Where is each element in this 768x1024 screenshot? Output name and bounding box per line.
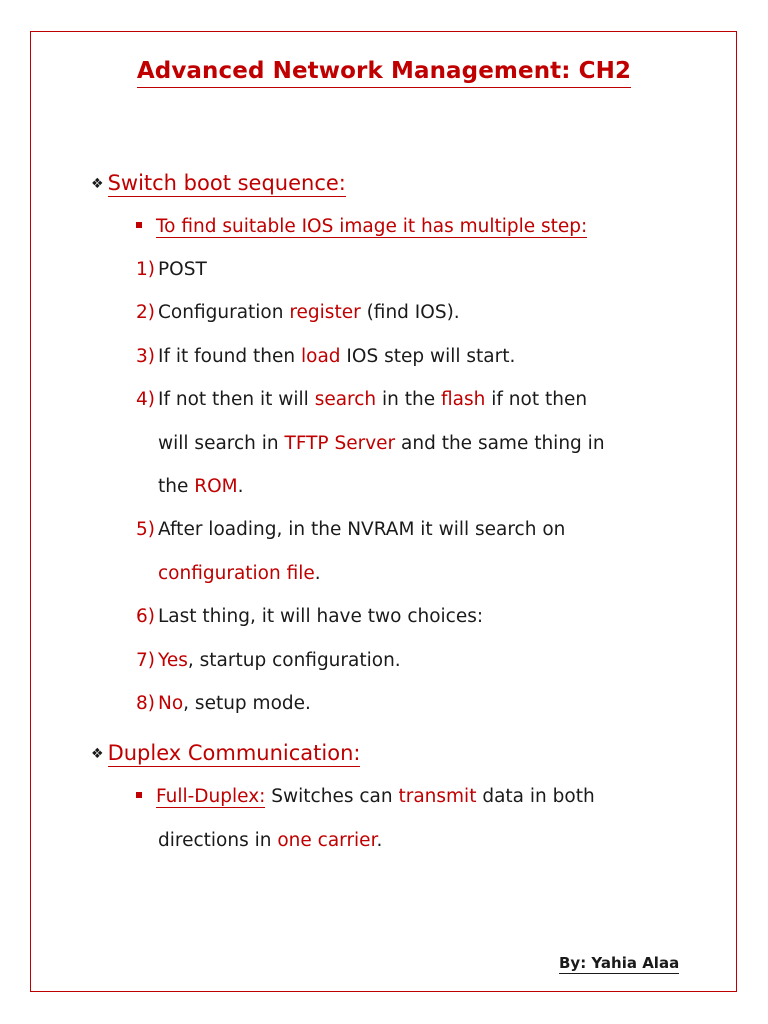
text-run: Last thing, it will have two choices: <box>158 606 484 628</box>
byline: By: Yahia Alaa <box>559 954 680 972</box>
step-number: 8) <box>136 693 155 714</box>
text-run: . <box>314 562 321 584</box>
highlighted-term: No <box>158 693 184 714</box>
step-number: 4) <box>136 389 155 411</box>
text-run: POST <box>158 259 207 280</box>
full-duplex-line-1 <box>265 786 594 807</box>
step-number: 1) <box>136 259 155 280</box>
highlighted-term: TFTP Server <box>284 432 396 454</box>
highlighted-term: register <box>289 302 361 324</box>
highlighted-term: flash <box>441 389 486 411</box>
text-run: (find IOS). <box>360 302 460 324</box>
text-run: will search in <box>158 432 285 454</box>
step-number: 3) <box>136 345 155 367</box>
step-text <box>158 259 207 280</box>
bullet-text: To find suitable IOS image it has multiple step: <box>156 216 588 237</box>
highlighted-term: ROM <box>194 476 238 497</box>
highlighted-term: transmit <box>398 786 477 807</box>
text-run: in the <box>376 389 442 411</box>
step-text-continuation <box>158 563 321 584</box>
text-run: and the same thing in <box>395 432 605 454</box>
diamond-bullet-icon: ❖ <box>91 746 104 762</box>
highlighted-term: load <box>301 345 341 367</box>
text-run: After loading, in the NVRAM it will search on <box>158 519 566 541</box>
highlighted-term: configuration file <box>158 562 315 584</box>
text-run: IOS step will start. <box>340 345 516 367</box>
step-number: 2) <box>136 302 155 324</box>
diamond-bullet-icon: ❖ <box>91 176 104 192</box>
step-text <box>158 693 311 714</box>
document-title-text: Advanced Network Management: CH2 <box>137 58 631 88</box>
document-title <box>0 58 768 88</box>
section-heading-duplex <box>91 741 360 765</box>
text-run: data in both <box>476 786 595 807</box>
text-run: , startup configuration. <box>187 649 401 671</box>
step-text-continuation <box>158 433 605 454</box>
step-text <box>158 346 515 367</box>
square-bullet-icon <box>136 222 142 228</box>
bullet-item <box>136 216 587 237</box>
text-run: the <box>158 476 195 497</box>
step-text <box>158 606 483 627</box>
highlighted-term: one carrier <box>277 830 377 851</box>
full-duplex-line-2 <box>158 830 382 851</box>
square-bullet-icon <box>136 792 142 798</box>
step-number: 5) <box>136 519 155 541</box>
section-heading-boot <box>91 171 346 195</box>
step-number: 7) <box>136 649 155 671</box>
text-run: . <box>376 830 383 851</box>
text-run: if not then <box>485 389 588 411</box>
step-text <box>158 389 587 410</box>
section-heading-text: Duplex Communication: <box>107 741 361 765</box>
text-run: If not then it will <box>158 389 315 411</box>
section-heading-text: Switch boot sequence: <box>107 171 346 195</box>
highlighted-term: search <box>314 389 377 411</box>
bullet-item-full-duplex <box>136 786 595 807</box>
step-text <box>158 519 565 540</box>
highlighted-term: Yes <box>158 649 188 671</box>
step-number: 6) <box>136 606 155 628</box>
text-run: , setup mode. <box>183 693 311 714</box>
full-duplex-label: Full-Duplex: <box>156 786 266 807</box>
text-run: . <box>237 476 244 497</box>
text-run: If it found then <box>158 345 301 367</box>
text-run: Switches can <box>265 786 399 807</box>
text-run: Configuration <box>158 302 290 324</box>
text-run: directions in <box>158 830 278 851</box>
step-text <box>158 302 460 323</box>
step-text <box>158 650 401 671</box>
step-text-continuation <box>158 476 244 497</box>
